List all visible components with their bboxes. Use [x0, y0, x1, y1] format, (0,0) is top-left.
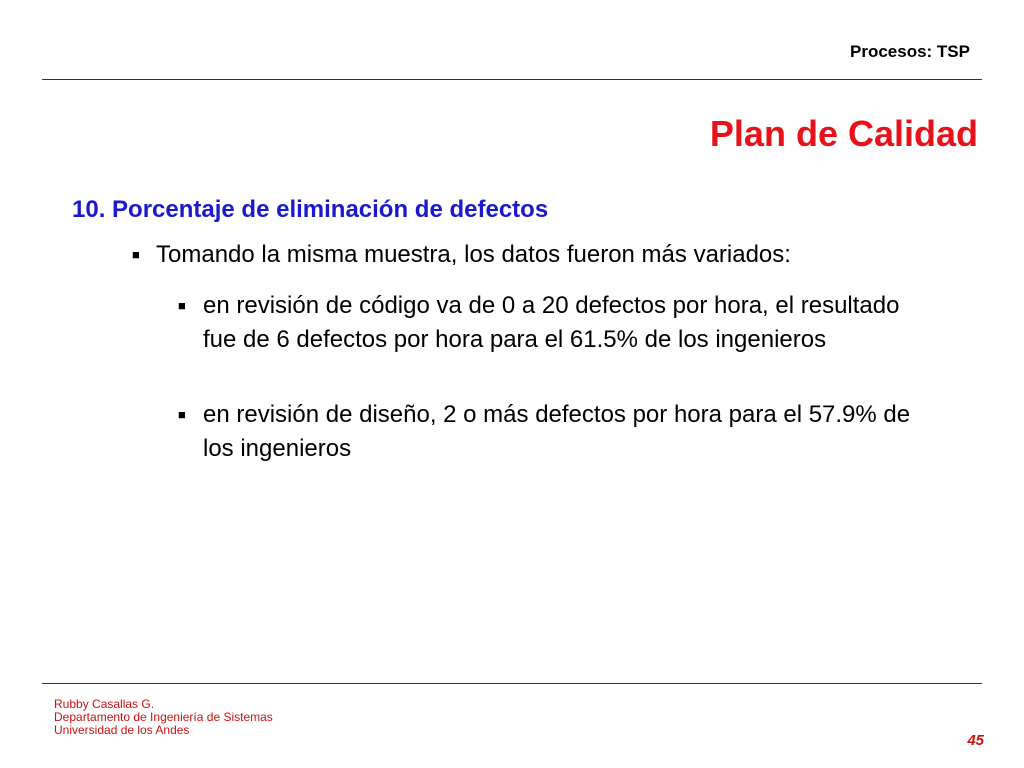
header-divider [42, 79, 982, 80]
sub-bullet-item [178, 398, 938, 466]
slide-title: Plan de Calidad [709, 113, 978, 154]
bullet-text: Tomando la misma muestra, los datos fueron más variados: [156, 241, 791, 268]
section-label: Procesos: TSP [850, 42, 970, 61]
square-bullet-icon: ■ [178, 407, 186, 422]
square-bullet-icon: ■ [132, 247, 140, 262]
footer-credits [54, 698, 273, 737]
sub-bullet-text: en revisión de código va de 0 a 20 defectos por hora, el resultado fue de 6 defectos por hora para el 61.5% de los ingenieros [203, 292, 900, 353]
section-heading: 10. Porcentaje de eliminación de defectos [72, 196, 549, 223]
square-bullet-icon: ■ [178, 298, 186, 313]
footer-author: Rubby Casallas G. [54, 697, 155, 711]
page-number: 45 [967, 732, 984, 749]
sub-bullet-item [178, 289, 938, 357]
footer-university: Universidad de los Andes [54, 723, 190, 737]
bullet-item [132, 238, 952, 272]
sub-bullet-text: en revisión de diseño, 2 o más defectos por hora para el 57.9% de los ingenieros [203, 401, 911, 462]
footer-divider [42, 683, 982, 684]
footer-department: Departamento de Ingeniería de Sistemas [54, 710, 273, 724]
